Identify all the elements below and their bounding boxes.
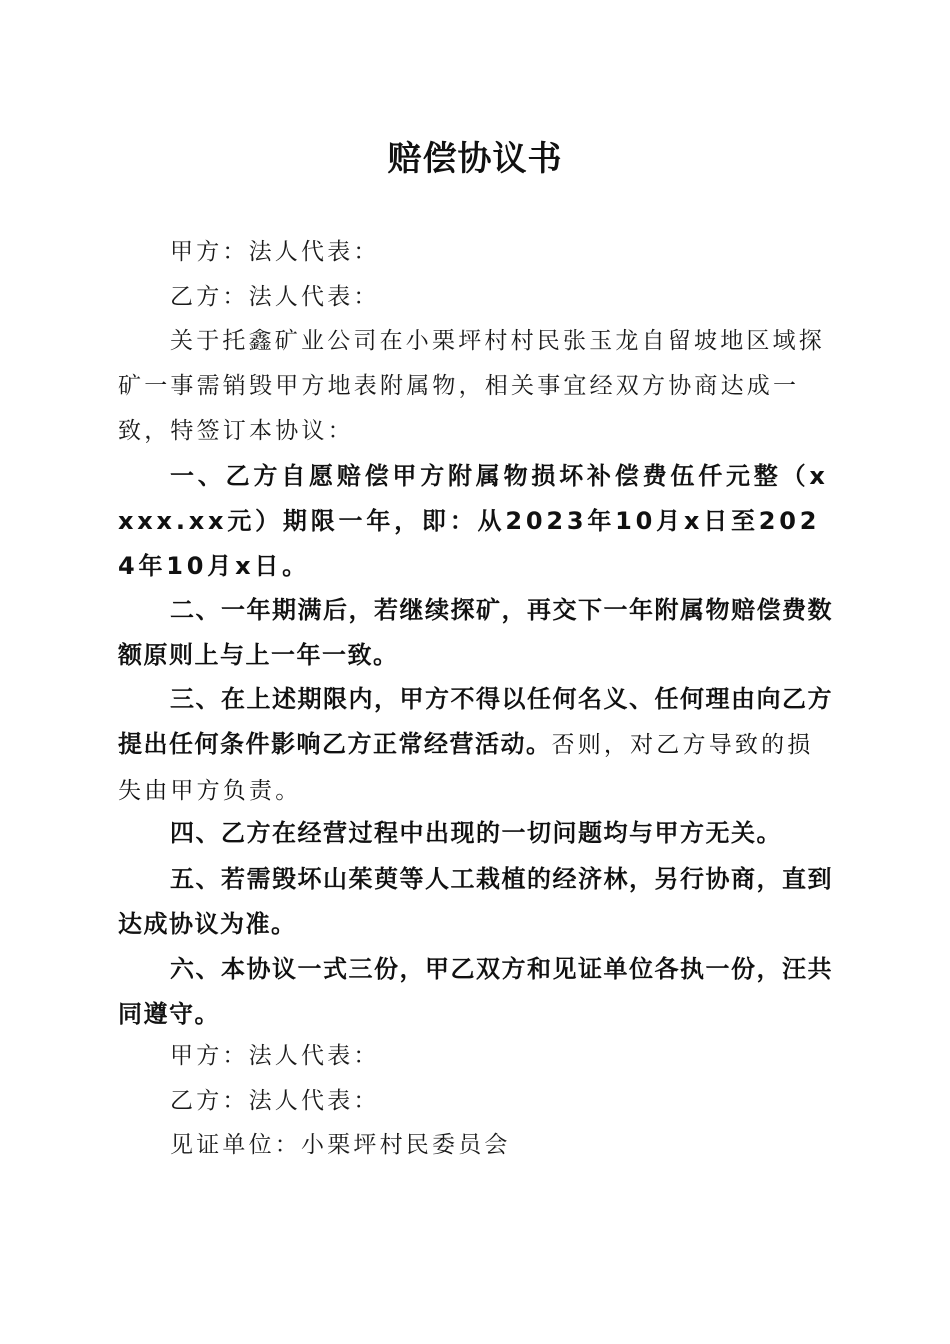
- witness-unit: 见证单位：小栗坪村民委员会: [170, 1132, 511, 1158]
- clause-3: [118, 677, 838, 814]
- clause-1: 一、乙方自愿赔偿甲方附属物损坏补偿费伍仟元整（xxxx.xx元）期限一年，即：从2023年10月x日至2024年10月x日。: [118, 462, 829, 580]
- sign-party-a: 甲方：法人代表：: [170, 1043, 380, 1069]
- header-party-b: 乙方：法人代表：: [170, 284, 380, 310]
- clause-3-tail: 否则，对乙方导致的损失由甲方负责。: [118, 732, 814, 804]
- document-title: 赔偿协议书: [387, 139, 563, 179]
- header-party-a: 甲方：法人代表：: [170, 239, 380, 265]
- clause-3-main: 三、在上述期限内，甲方不得以任何名义、任何理由向乙方提出任何条件影响乙方正常经营活动。: [118, 685, 833, 758]
- clause-2: 二、一年期满后，若继续探矿，再交下一年附属物赔偿费数额原则上与上一年一致。: [118, 596, 833, 669]
- clause-6: 六、本协议一式三份，甲乙双方和见证单位各执一份，汪共同遵守。: [118, 955, 833, 1028]
- clause-4: 四、乙方在经营过程中出现的一切问题均与甲方无关。: [170, 819, 782, 847]
- sign-party-b: 乙方：法人代表：: [170, 1088, 380, 1114]
- clause-5: 五、若需毁坏山茱萸等人工栽植的经济林，另行协商，直到达成协议为准。: [118, 865, 833, 938]
- intro-paragraph: 关于托鑫矿业公司在小栗坪村村民张玉龙自留坡地区域探矿一事需销毁甲方地表附属物，相关事宜经双方协商达成一致，特签订本协议：: [118, 328, 825, 444]
